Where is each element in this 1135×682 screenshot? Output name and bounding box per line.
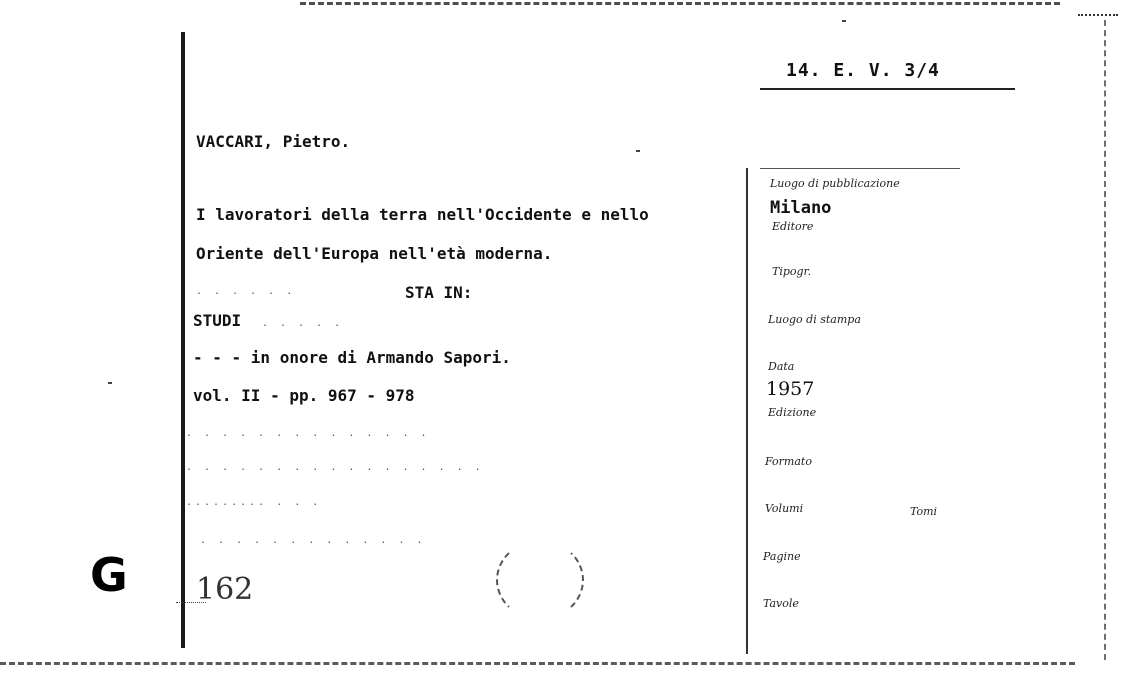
dotted-line: . . . . . . bbox=[196, 286, 296, 297]
card-top-edge bbox=[300, 2, 1060, 9]
title-line-2: Oriente dell'Europa nell'età moderna. bbox=[196, 244, 553, 263]
date-label: Data bbox=[768, 360, 795, 373]
shelf-mark-underline bbox=[760, 88, 1015, 90]
handwritten-underline bbox=[176, 602, 206, 603]
handwritten-number: 162 bbox=[196, 572, 254, 607]
metadata-top-rule bbox=[760, 168, 960, 169]
dotted-line: . . . . . . . . . . . . . . . . . bbox=[186, 462, 484, 473]
tomes-label: Tomi bbox=[910, 505, 938, 518]
dotted-line: . . . . . . . . . . . . . . bbox=[186, 428, 430, 439]
series-name: STUDI bbox=[193, 311, 242, 330]
edition-label: Edizione bbox=[768, 406, 817, 419]
card-left-margin-rule bbox=[181, 32, 185, 648]
stamp-outline bbox=[496, 540, 584, 620]
pages-label: Pagine bbox=[763, 550, 801, 563]
shelf-mark: 14. E. V. 3/4 bbox=[786, 60, 940, 81]
printer-label: Tipogr. bbox=[772, 265, 812, 278]
plates-label: Tavole bbox=[763, 597, 799, 610]
title-line-1: I lavoratori della terra nell'Occidente e nello bbox=[196, 205, 649, 224]
sta-in-label: STA IN: bbox=[405, 283, 473, 302]
volume-pages: vol. II - pp. 967 - 978 bbox=[193, 386, 415, 405]
metadata-column-divider bbox=[746, 168, 748, 654]
collection-letter: G bbox=[90, 548, 128, 602]
place-of-printing-label: Luogo di stampa bbox=[768, 313, 861, 326]
publisher-label: Editore bbox=[772, 220, 814, 233]
place-of-publication-value: Milano bbox=[770, 198, 832, 218]
author-name: VACCARI, Pietro. bbox=[196, 132, 351, 151]
speck bbox=[636, 150, 640, 152]
dotted-line: . . . . . bbox=[262, 318, 344, 329]
speck bbox=[108, 382, 112, 384]
dotted-line: . . . . . . . . . . . . . bbox=[200, 535, 426, 546]
series-detail: - - - in onore di Armando Sapori. bbox=[193, 348, 511, 367]
place-of-publication-label: Luogo di pubblicazione bbox=[770, 177, 900, 190]
dotted-line: ......... . . . bbox=[186, 497, 322, 508]
volumes-label: Volumi bbox=[765, 502, 804, 515]
date-value: 1957 bbox=[766, 378, 815, 400]
card-bottom-edge bbox=[0, 662, 1075, 665]
speck bbox=[842, 20, 846, 22]
card-right-edge bbox=[1104, 20, 1106, 660]
card-corner-mark bbox=[1078, 0, 1118, 16]
format-label: Formato bbox=[765, 455, 812, 468]
